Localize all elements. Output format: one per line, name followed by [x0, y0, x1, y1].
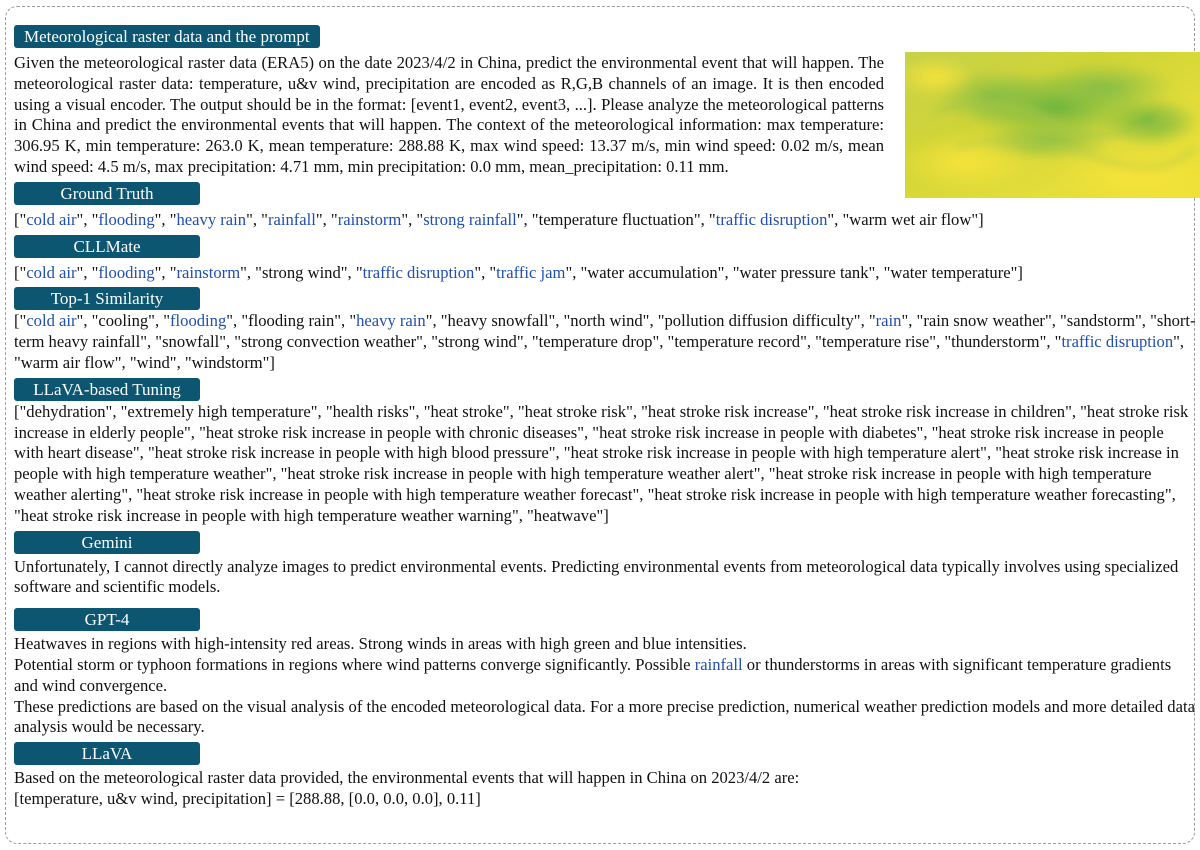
- event-text: ", "warm wet air flow"]: [827, 209, 984, 229]
- llava-line2: [temperature, u&v wind, precipitation] = [288.88, [0.0, 0.0, 0.0], 0.11]: [14, 788, 481, 808]
- highlighted-event: rainstorm: [176, 262, 241, 282]
- event-text: ", ": [474, 262, 497, 282]
- event-text: ", "heavy snowfall", "north wind", "pollution diffusion difficulty", ": [425, 311, 876, 331]
- event-text: ", ": [246, 209, 268, 229]
- ground-truth-text: [14, 210, 1196, 231]
- event-text: [": [14, 311, 27, 331]
- event-text: ", "water accumulation", "water pressure tank", "water temperature"]: [565, 262, 1023, 282]
- section-gemini: [14, 531, 1196, 599]
- section-label-top1: Top-1 Similarity: [14, 287, 200, 310]
- event-text: ", ": [401, 209, 424, 229]
- highlighted-event: flooding: [98, 262, 155, 282]
- section-label-cllmate: CLLMate: [14, 235, 200, 258]
- section-llava-tuning: [14, 378, 1196, 527]
- event-text: ", ": [154, 262, 177, 282]
- highlighted-event: traffic disruption: [362, 262, 475, 282]
- llava-tuning-text: ["dehydration", "extremely high temperature", "health risks", "heat stroke", "heat stroke risk", "heat stroke risk increase", "heat stroke risk increase in children", "heat stroke risk increase in elderly people", "heat stroke risk increase in people with chronic diseases", "heat stroke risk increase in people with diabetes", "heat stroke risk increase in people with heart disease", "heat stroke risk increase in people with high blood pressure", "heat stroke risk increase in people with high temperature alert", "heat stroke risk increase in people with high temperature weather", "heat stroke risk increase in people with high temperature weather alert", "heat stroke risk increase in people with high temperature weather alerting", "heat stroke risk increase in people with high temperature weather forecast", "heat stroke risk increase in people with high temperature weather forecasting", "heat stroke risk increase in people with high temperature weather warning", "heatwave"]: [14, 401, 1189, 525]
- gpt4-line2-before: Potential storm or typhoon formations in regions where wind patterns converge significantly. Possible: [14, 654, 695, 674]
- gpt4-line2-after: or thunderstorms in areas with significant temperature gradients and wind convergence.: [14, 654, 1172, 695]
- event-text: ", ": [154, 209, 177, 229]
- section-label-gpt4: GPT-4: [14, 608, 200, 631]
- gpt4-line2: [14, 655, 1196, 697]
- section-ground-truth: [14, 182, 1196, 231]
- highlighted-event: cold air: [26, 311, 77, 331]
- top1-text: [14, 311, 1196, 373]
- event-text: [": [14, 262, 27, 282]
- event-text: ", ": [315, 209, 338, 229]
- highlighted-event: strong rainfall: [423, 209, 517, 229]
- highlighted-event: cold air: [26, 209, 77, 229]
- highlighted-event: rainfall: [267, 209, 316, 229]
- highlighted-event: cold air: [26, 262, 77, 282]
- gpt4-line3: These predictions are based on the visual analysis of the encoded meteorological data. For a more precise prediction, numerical weather prediction models and more detailed data analysis would be necessary.: [14, 696, 1195, 737]
- event-text: ", ": [76, 209, 99, 229]
- section-gpt4: [14, 608, 1196, 738]
- highlighted-event: traffic disruption: [715, 209, 828, 229]
- highlighted-event: heavy rain: [176, 209, 247, 229]
- event-text: ", ": [76, 262, 99, 282]
- section-label-llava-tuning: LLaVA-based Tuning: [14, 378, 200, 401]
- event-text: ", "strong wind", ": [240, 262, 363, 282]
- gemini-text: Unfortunately, I cannot directly analyze images to predict environmental events. Predicting environmental events from meteorological data typically involves using specialized software and scientific models.: [14, 556, 1179, 597]
- event-text: ", "temperature fluctuation", ": [516, 209, 716, 229]
- event-text: ", "flooding rain", ": [226, 311, 357, 331]
- gpt4-line1: Heatwaves in regions with high-intensity red areas. Strong winds in areas with high green and blue intensities.: [14, 634, 747, 654]
- figure-content: [14, 25, 1196, 810]
- cllmate-text: [14, 263, 1196, 284]
- highlighted-event: flooding: [170, 311, 227, 331]
- highlighted-event: traffic disruption: [1061, 332, 1174, 352]
- section-top1-similarity: [14, 287, 1196, 373]
- highlighted-event: heavy rain: [356, 311, 426, 331]
- event-text: ", "cooling", ": [76, 311, 171, 331]
- highlighted-event: traffic jam: [496, 262, 566, 282]
- event-text: ", "warm air flow", "wind", "windstorm"]: [14, 332, 1185, 372]
- gpt4-line2-highlight: rainfall: [694, 654, 743, 674]
- section-cllmate: [14, 235, 1196, 284]
- highlighted-event: flooding: [98, 209, 155, 229]
- section-label-prompt: Meteorological raster data and the prompt: [14, 25, 320, 48]
- highlighted-event: rainstorm: [337, 209, 402, 229]
- prompt-text: Given the meteorological raster data (ERA5) on the date 2023/4/2 in China, predict the environmental event that will happen. The meteorological raster data: temperature, u&v wind, precipitation are encoded as R,G,B channels of an image. It is then encoded using a visual encoder. The output should be in the format: [event1, event2, event3, ...]. Please analyze the meteorological patterns in China and predict the environmental events that will happen. The context of the meteorological information: max temperature: 306.95 K, min temperature: 263.0 K, mean temperature: 288.88 K, max wind speed: 13.37 m/s, min wind speed: 0.02 m/s, mean wind speed: 4.5 m/s, max precipitation: 4.71 mm, min precipitation: 0.0 mm, mean_precipitation: 0.11 mm.: [14, 53, 884, 176]
- section-llava: [14, 742, 1196, 810]
- section-label-ground-truth: Ground Truth: [14, 182, 200, 205]
- highlighted-event: rain: [875, 311, 902, 331]
- event-text: [": [14, 209, 27, 229]
- event-text: ", "rain snow weather", "sandstorm", "short-term heavy rainfall", "snowfall", "strong convection weather", "strong wind", "temperature drop", "temperature record", "temperature rise", "thunderstorm", ": [14, 311, 1196, 352]
- llava-line1: Based on the meteorological raster data provided, the environmental events that will happen in China on 2023/4/2 are:: [14, 768, 800, 788]
- section-label-gemini: Gemini: [14, 531, 200, 554]
- section-label-llava: LLaVA: [14, 742, 200, 765]
